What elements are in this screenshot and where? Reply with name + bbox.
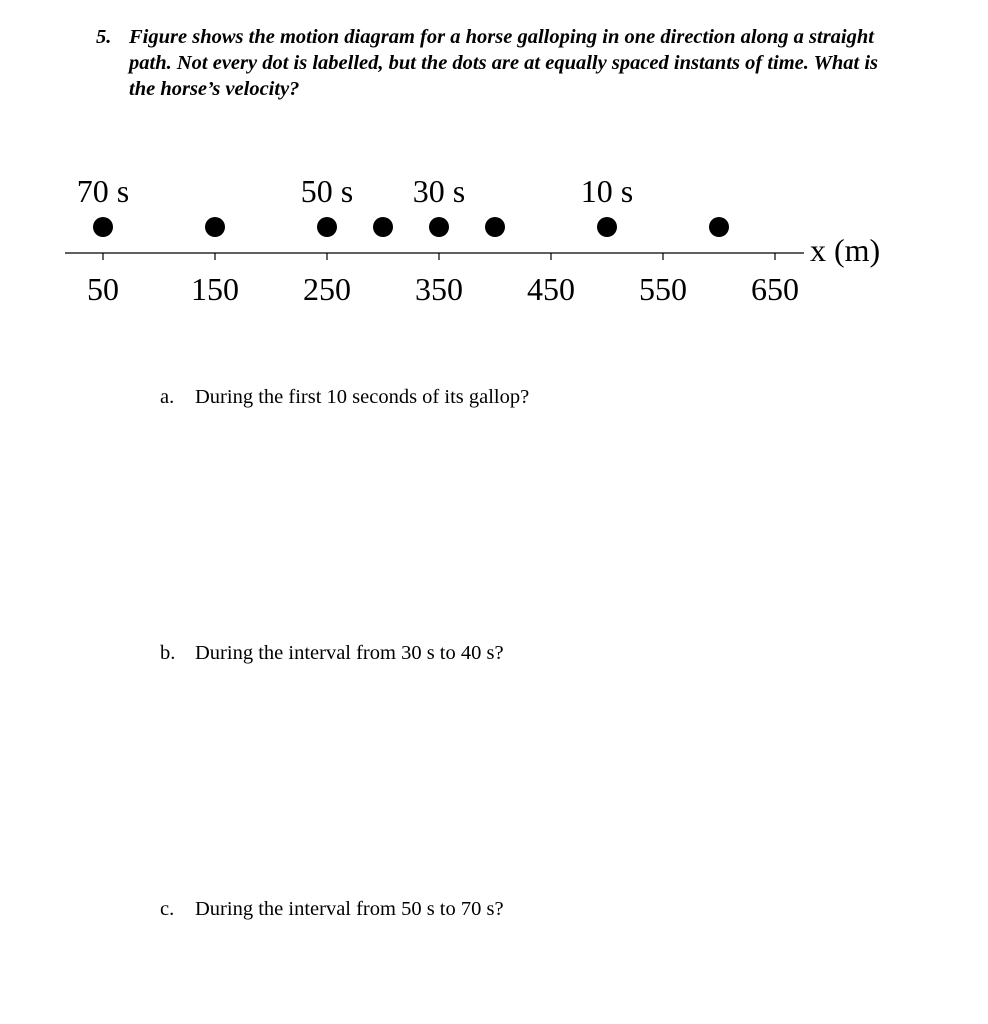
position-dot bbox=[317, 217, 337, 237]
x-tick-label: 450 bbox=[527, 271, 575, 307]
motion-diagram bbox=[0, 160, 988, 320]
question bbox=[96, 24, 896, 102]
subquestion-b bbox=[160, 642, 504, 665]
question-text: Figure shows the motion diagram for a horse galloping in one direction along a straight path. Not every dot is labelled, but the dots are at equally spaced instants of time. What is the horse’s velocity? bbox=[129, 26, 879, 100]
position-dot bbox=[93, 217, 113, 237]
subquestion-a bbox=[160, 386, 529, 409]
time-label: 50 s bbox=[300, 173, 354, 209]
x-tick-label: 50 bbox=[87, 271, 119, 307]
position-dot bbox=[373, 217, 393, 237]
x-tick-label: 350 bbox=[415, 271, 463, 307]
position-dot bbox=[709, 217, 729, 237]
time-label: 70 s bbox=[76, 173, 130, 209]
subquestion-b-letter: b. bbox=[160, 642, 176, 664]
position-dot bbox=[205, 217, 225, 237]
subquestion-a-text: During the first 10 seconds of its gallop? bbox=[195, 386, 530, 408]
x-axis-label: x (m) bbox=[810, 232, 881, 268]
position-dot bbox=[597, 217, 617, 237]
subquestion-c-text: During the interval from 50 s to 70 s? bbox=[195, 898, 504, 920]
x-tick-label: 250 bbox=[303, 271, 351, 307]
x-tick-label: 650 bbox=[751, 271, 799, 307]
subquestion-b-text: During the interval from 30 s to 40 s? bbox=[195, 642, 504, 664]
time-label: 30 s bbox=[412, 173, 466, 209]
subquestion-a-letter: a. bbox=[160, 386, 175, 408]
subquestion-c bbox=[160, 898, 504, 921]
x-tick-label: 150 bbox=[191, 271, 239, 307]
subquestion-c-letter: c. bbox=[160, 898, 175, 920]
position-dot bbox=[429, 217, 449, 237]
question-number: 5. bbox=[96, 26, 112, 48]
time-label: 10 s bbox=[580, 173, 634, 209]
position-dot bbox=[485, 217, 505, 237]
x-tick-label: 550 bbox=[639, 271, 687, 307]
